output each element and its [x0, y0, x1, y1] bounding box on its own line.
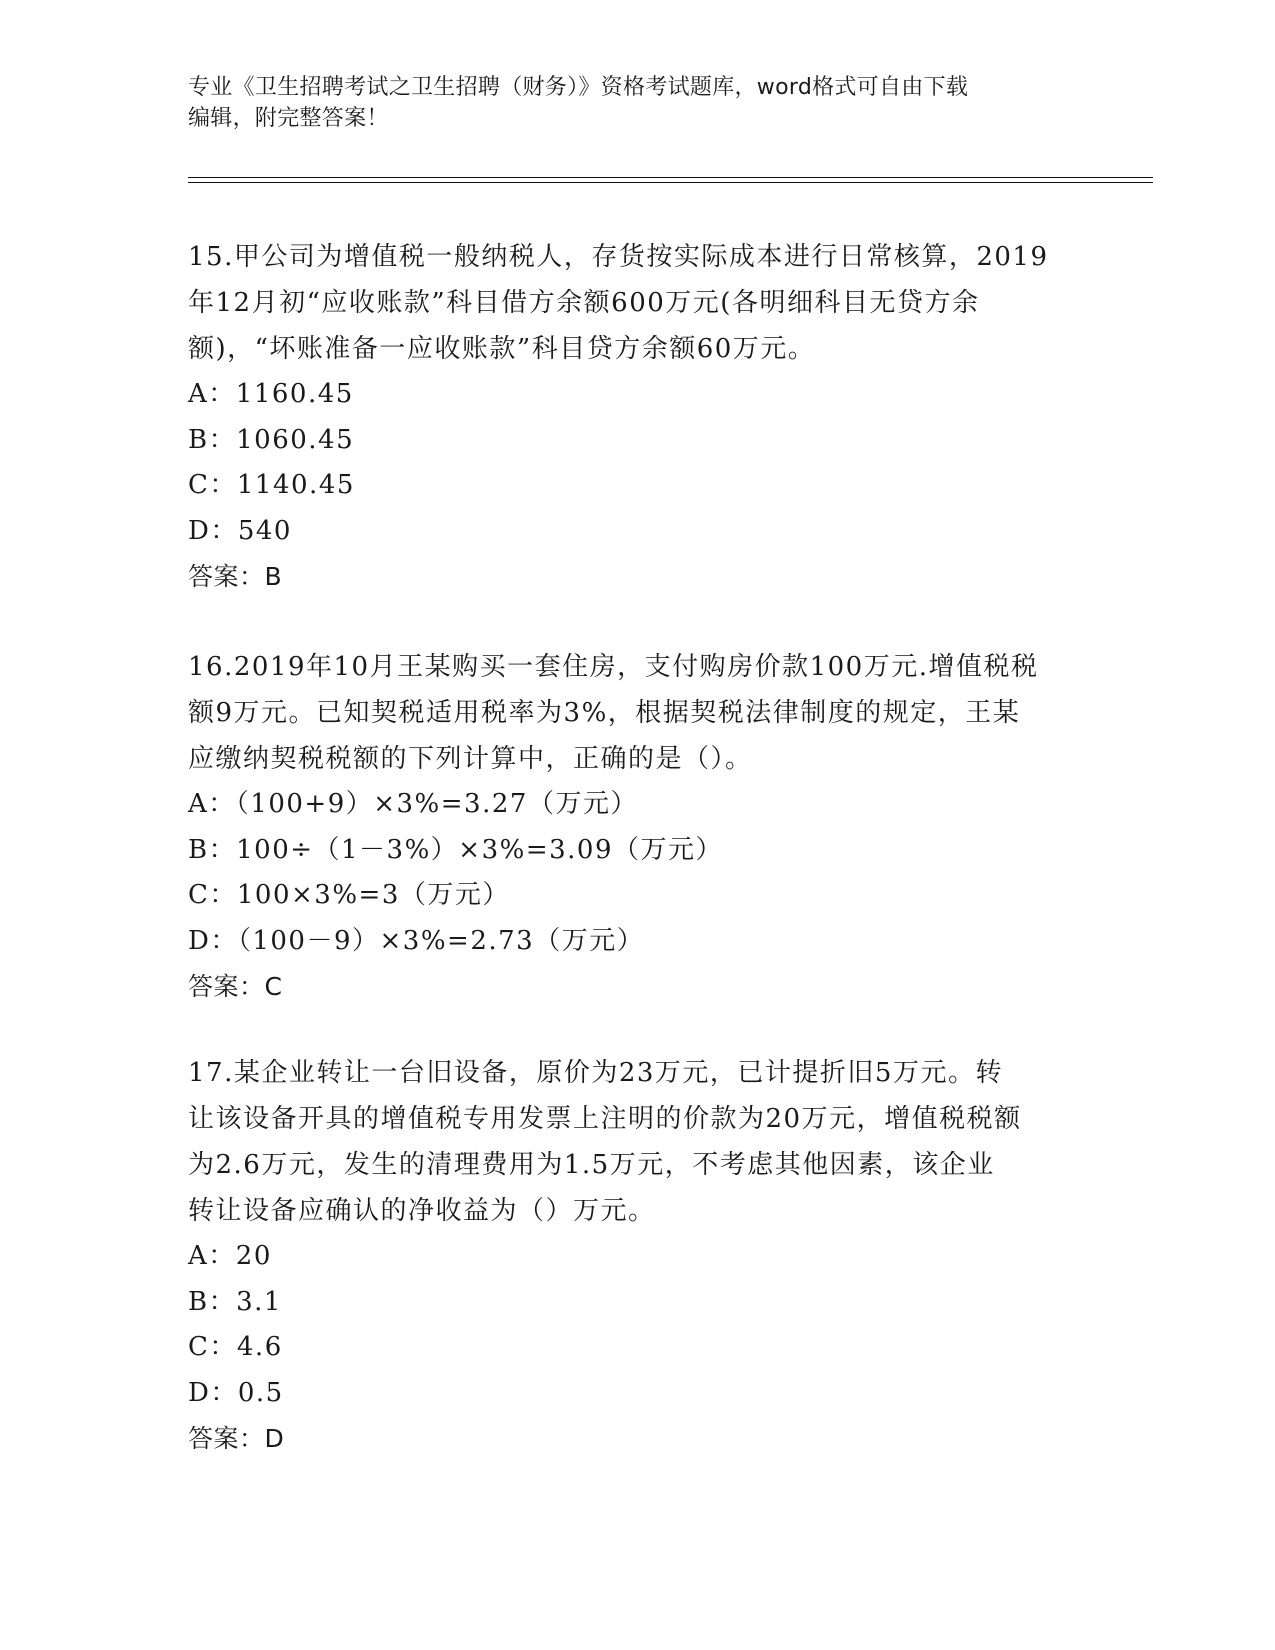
question-17: [188, 1050, 1088, 1462]
option-d: D：0.5: [188, 1377, 284, 1408]
question-stem-line: 为2.6万元，发生的清理费用为1.5万元，不考虑其他因素，该企业: [188, 1150, 995, 1180]
option-b: B：100÷（1－3%）×3%=3.09（万元）: [188, 834, 724, 865]
document-header: [188, 72, 1088, 134]
header-title-line-1: 专业《卫生招聘考试之卫生招聘（财务）》资格考试题库，word格式可自由下载: [188, 75, 969, 100]
question-stem-line: 年12月初“应收账款”科目借方余额600万元(各明细科目无贷方余: [188, 288, 980, 318]
question-stem-line: 15.甲公司为增值税一般纳税人，存货按实际成本进行日常核算，2019: [188, 242, 1049, 272]
option-c: C：4.6: [188, 1332, 283, 1362]
question-16: [188, 644, 1088, 1010]
answer-line: 答案：C: [188, 972, 283, 1001]
question-stem-line: 额9万元。已知契税适用税率为3%，根据契税法律制度的规定，王某: [188, 698, 1021, 728]
header-divider-bottom: [188, 182, 1153, 183]
question-15: [188, 234, 1088, 600]
option-d: D：540: [188, 515, 292, 546]
question-stem-line: 额)，“坏账准备一应收账款”科目贷方余额60万元。: [188, 334, 816, 364]
option-a: A：（100+9）×3%=3.27（万元）: [188, 789, 638, 819]
answer-line: 答案：D: [188, 1424, 285, 1453]
header-title-line-2: 编辑，附完整答案！: [188, 106, 389, 131]
option-a: A：1160.45: [188, 379, 354, 409]
option-c: C：100×3%=3（万元）: [188, 880, 510, 910]
question-stem-line: 应缴纳契税税额的下列计算中，正确的是（）。: [188, 744, 753, 774]
answer-line: 答案：B: [188, 562, 283, 591]
option-a: A：20: [188, 1241, 272, 1271]
question-stem-line: 转让设备应确认的净收益为（）万元。: [188, 1196, 656, 1226]
question-stem-line: 让该设备开具的增值税专用发票上注明的价款为20万元，增值税税额: [188, 1104, 1022, 1134]
option-c: C：1140.45: [188, 470, 355, 500]
header-divider-top: [188, 177, 1153, 178]
option-b: B：1060.45: [188, 424, 355, 455]
option-b: B：3.1: [188, 1286, 282, 1317]
question-stem-line: 17.某企业转让一台旧设备，原价为23万元，已计提折旧5万元。转: [188, 1058, 1003, 1088]
option-d: D：（100－9）×3%=2.73（万元）: [188, 925, 645, 956]
question-stem-line: 16.2019年10月王某购买一套住房，支付购房价款100万元.增值税税: [188, 652, 1039, 682]
